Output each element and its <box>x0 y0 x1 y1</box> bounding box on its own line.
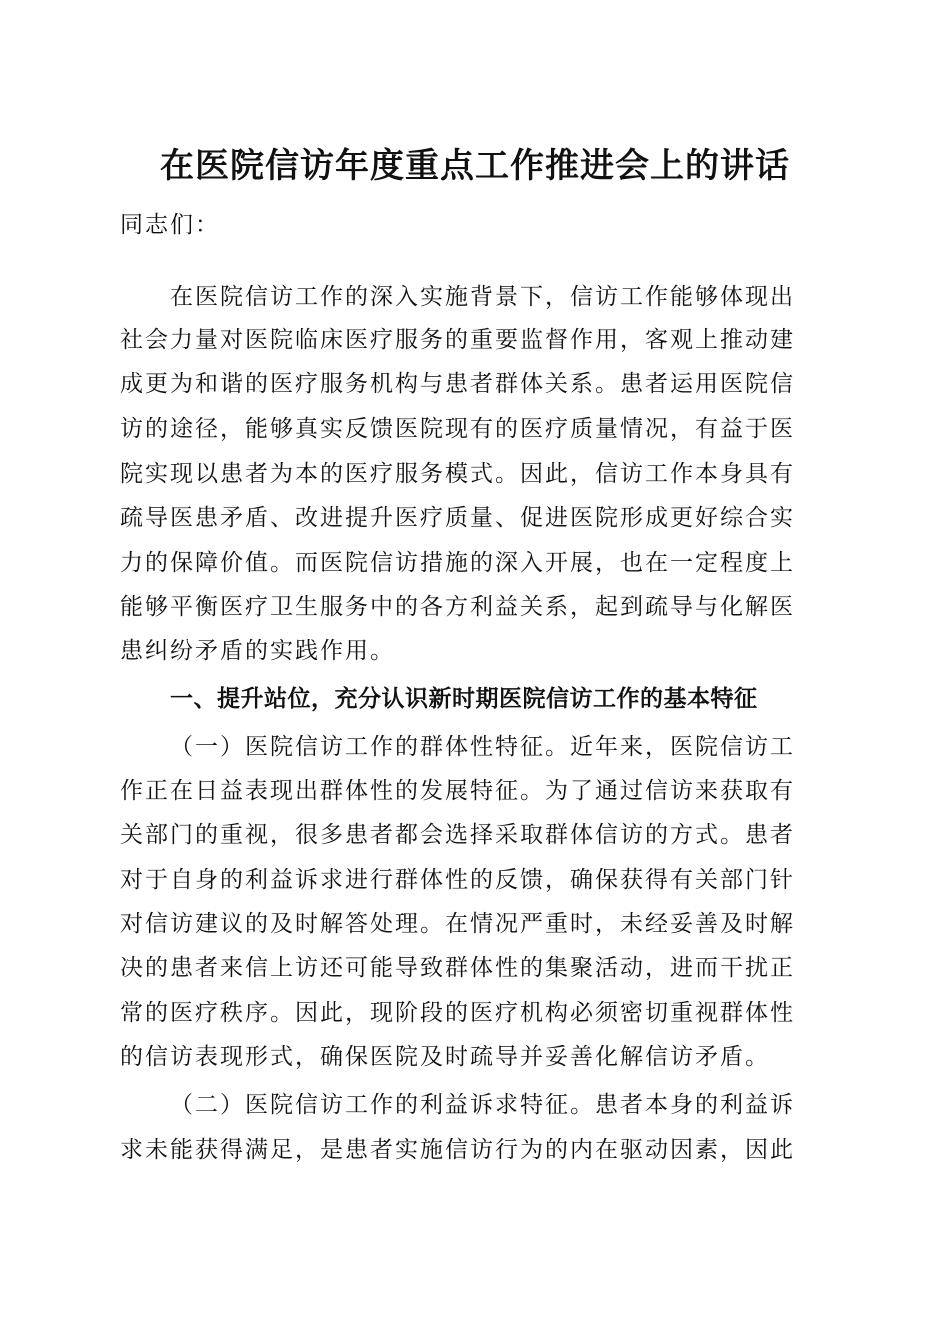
paragraph-line: 力的保障价值。而医院信访措施的深入开展，也在一定程度上 <box>120 550 795 576</box>
paragraph-line: 患纠纷矛盾的实践作用。 <box>120 638 395 664</box>
document-title: 在医院信访年度重点工作推进会上的讲话 <box>160 146 790 186</box>
paragraph-line: （一）医院信访工作的群体性特征。近年来，医院信访工 <box>170 734 795 760</box>
paragraph-line: （二）医院信访工作的利益诉求特征。患者本身的利益诉 <box>170 1092 795 1118</box>
paragraph-line: 社会力量对医院临床医疗服务的重要监督作用，客观上推动建 <box>120 327 795 353</box>
paragraph-line: 对于自身的利益诉求进行群体性的反馈，确保获得有关部门针 <box>120 867 795 893</box>
paragraph-line: 关部门的重视，很多患者都会选择采取群体信访的方式。患者 <box>120 822 795 848</box>
paragraph-line: 的信访表现形式，确保医院及时疏导并妥善化解信访矛盾。 <box>120 1044 770 1070</box>
paragraph-line: 在医院信访工作的深入实施背景下，信访工作能够体现出 <box>170 284 795 310</box>
paragraph-line: 常的医疗秩序。因此，现阶段的医疗机构必须密切重视群体性 <box>120 1000 795 1026</box>
salutation: 同志们： <box>120 212 220 238</box>
paragraph-line: 访的途径，能够真实反馈医院现有的医疗质量情况，有益于医 <box>120 416 795 442</box>
paragraph-line: 成更为和谐的医疗服务机构与患者群体关系。患者运用医院信 <box>120 371 795 397</box>
paragraph-line: 疏导医患矛盾、改进提升医疗质量、促进医院形成更好综合实 <box>120 505 795 531</box>
section-heading: 一、提升站位，充分认识新时期医院信访工作的基本特征 <box>170 685 758 712</box>
paragraph-line: 求未能获得满足，是患者实施信访行为的内在驱动因素，因此 <box>120 1137 795 1163</box>
paragraph-line: 对信访建议的及时解答处理。在情况严重时，未经妥善及时解 <box>120 911 795 937</box>
paragraph-line: 院实现以患者为本的医疗服务模式。因此，信访工作本身具有 <box>120 461 795 487</box>
paragraph-line: 作正在日益表现出群体性的发展特征。为了通过信访来获取有 <box>120 778 795 804</box>
paragraph-line: 决的患者来信上访还可能导致群体性的集聚活动，进而干扰正 <box>120 955 795 981</box>
paragraph-line: 能够平衡医疗卫生服务中的各方利益关系，起到疏导与化解医 <box>120 594 795 620</box>
